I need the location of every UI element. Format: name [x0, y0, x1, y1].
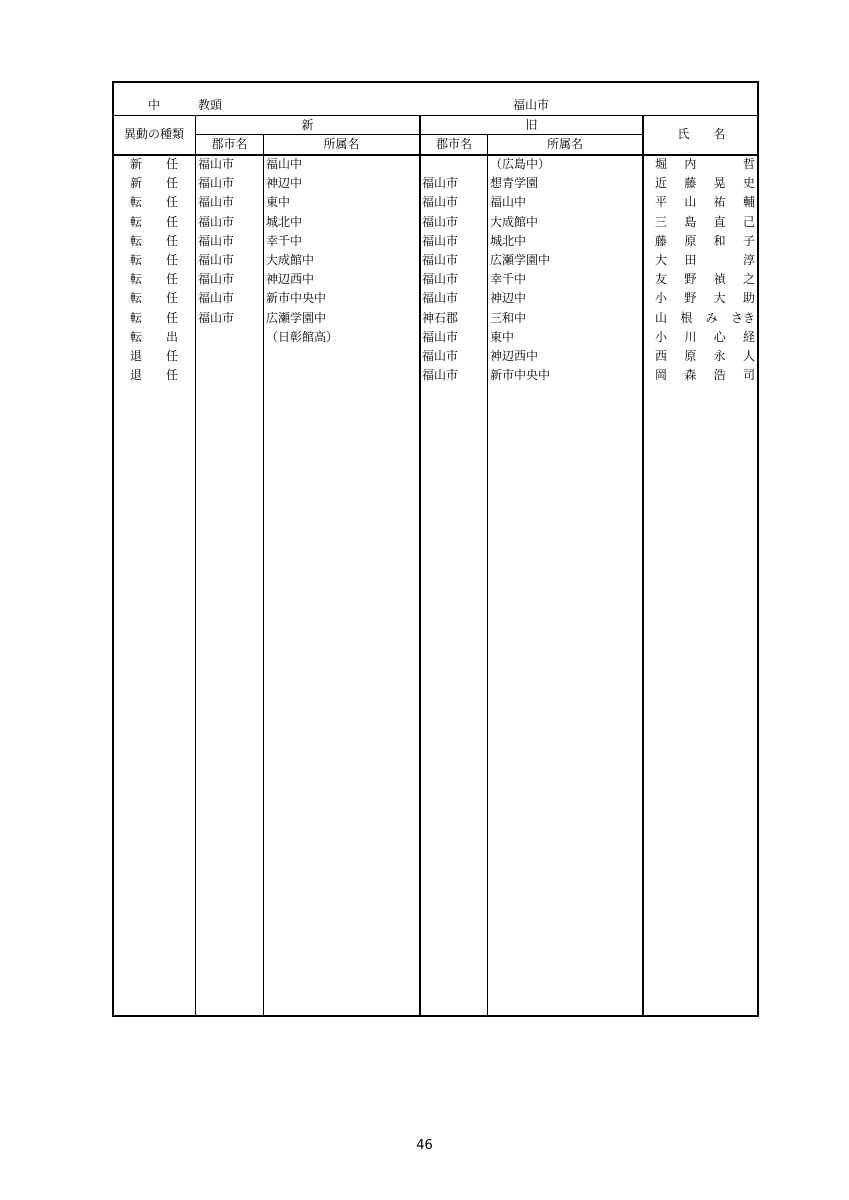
new-affiliation: 大成館中: [266, 253, 315, 267]
person-name-char: [714, 252, 726, 268]
person-name-char: 史: [742, 176, 755, 191]
person-name: [655, 290, 755, 306]
old-district: 福山市: [422, 253, 459, 267]
new-header: 新: [301, 118, 314, 132]
new-district: 福山市: [198, 253, 235, 267]
table-row: [0, 271, 849, 290]
transfer-kind: [130, 310, 178, 326]
person-name-char: 野: [684, 291, 697, 306]
person-name-char: 川: [684, 329, 697, 344]
transfer-kind-char: 転: [130, 310, 143, 325]
new-affiliation: （日彰館高）: [266, 329, 339, 344]
person-name-char: 原: [684, 349, 697, 363]
old-affiliation: 広瀬学園中: [490, 253, 551, 267]
new-district: 福山市: [198, 157, 235, 171]
transfer-kind: [130, 156, 178, 172]
new-affiliation: 広瀬学園中: [266, 310, 327, 325]
name-header: 氏 名: [677, 127, 726, 141]
person-name: [655, 348, 755, 364]
new-affiliation: 幸千中: [266, 233, 303, 248]
person-name-char: 森: [684, 368, 697, 383]
person-name-char: [714, 156, 726, 172]
table-row: [0, 156, 849, 175]
new-district: 福山市: [198, 233, 235, 248]
table-row: [0, 194, 849, 213]
person-name-char: 之: [742, 272, 755, 287]
transfer-kind-char: 転: [130, 329, 143, 344]
person-name: [655, 214, 755, 230]
kind-header: 異動の種類: [123, 127, 184, 141]
person-name-char: 和: [713, 233, 726, 248]
person-name-char: 子: [742, 233, 755, 248]
old-district: 福山市: [422, 349, 459, 363]
transfer-kind: [130, 367, 178, 383]
transfer-kind: [130, 271, 178, 287]
person-name-char: 己: [742, 214, 755, 229]
person-name-char: 晃: [713, 176, 726, 191]
school-level: 中: [148, 98, 161, 112]
table-row: [0, 310, 849, 329]
old-affiliation: 三和中: [490, 310, 527, 325]
transfer-kind-char: 任: [165, 233, 178, 248]
new-district-header: 郡市名: [211, 137, 248, 151]
header-divider: [112, 115, 759, 116]
new-affiliation: 福山中: [266, 157, 303, 171]
old-affiliation: （広島中）: [490, 157, 551, 171]
transfer-kind-char: 任: [165, 272, 178, 287]
new-district: 福山市: [198, 272, 235, 287]
person-name-char: 岡: [655, 368, 668, 383]
person-name-char: 司: [742, 368, 755, 383]
person-name-char: 輔: [742, 195, 755, 210]
person-name: [655, 271, 755, 287]
person-name-char: 根: [680, 310, 693, 325]
position-title: 教頭: [198, 98, 223, 112]
transfer-kind-char: 任: [165, 291, 178, 306]
table-row: [0, 367, 849, 386]
person-name-char: 三: [655, 214, 668, 229]
old-affiliation: 神辺中: [490, 291, 527, 306]
new-district: 福山市: [198, 291, 235, 306]
transfer-kind: [130, 233, 178, 249]
person-name-char: 近: [655, 176, 668, 191]
person-name: [655, 329, 755, 345]
old-affiliation: 幸千中: [490, 272, 527, 287]
person-name-char: 大: [655, 253, 668, 267]
old-district: 神石郡: [422, 310, 459, 325]
transfer-kind-char: 任: [165, 253, 178, 267]
person-name-char: 堀: [655, 157, 668, 171]
old-district: 福山市: [422, 368, 459, 383]
transfer-kind-char: 転: [130, 195, 143, 210]
person-name-char: 内: [684, 157, 697, 171]
person-name-char: 永: [713, 349, 726, 363]
old-affiliation: 想青学園: [490, 176, 539, 191]
old-affiliation: 新市中央中: [490, 368, 551, 383]
person-name-char: 直: [713, 214, 726, 229]
person-name-char: 山: [655, 310, 668, 325]
person-name-char: さき: [730, 310, 755, 325]
transfer-kind-char: 新: [130, 176, 143, 191]
transfer-kind-char: 任: [165, 310, 178, 325]
table-row: [0, 329, 849, 348]
person-name-char: 淳: [742, 253, 755, 267]
new-affiliation: 新市中央中: [266, 291, 327, 306]
new-affiliation: 東中: [266, 195, 291, 210]
transfer-kind-char: 転: [130, 233, 143, 248]
person-name-char: 藤: [655, 233, 668, 248]
person-name-char: 西: [655, 349, 668, 363]
person-name: [655, 367, 755, 383]
transfer-kind-char: 任: [165, 176, 178, 191]
transfer-kind: [130, 175, 178, 191]
old-affiliation: 大成館中: [490, 214, 539, 229]
person-name-char: 助: [742, 291, 755, 306]
transfer-kind-char: 任: [165, 157, 178, 171]
person-name-char: 小: [655, 291, 668, 306]
table-row: [0, 175, 849, 194]
transfer-kind-char: 転: [130, 253, 143, 267]
transfer-kind-char: 任: [165, 349, 178, 363]
person-name-char: 心: [713, 329, 726, 344]
old-affiliation: 東中: [490, 329, 515, 344]
person-name-char: 山: [684, 195, 697, 210]
transfer-kind-char: 新: [130, 157, 143, 171]
old-district: 福山市: [422, 291, 459, 306]
person-name-char: 野: [684, 272, 697, 287]
transfer-kind-char: 退: [130, 368, 143, 383]
new-district: 福山市: [198, 176, 235, 191]
old-header: 旧: [525, 118, 538, 132]
person-name: [655, 252, 755, 268]
transfer-kind-char: 転: [130, 214, 143, 229]
transfer-kind: [130, 329, 178, 345]
transfer-kind: [130, 252, 178, 268]
old-district: 福山市: [422, 214, 459, 229]
region-title: 福山市: [512, 98, 549, 112]
table-row: [0, 252, 849, 271]
person-name-char: 哲: [742, 157, 755, 171]
person-name-char: 藤: [684, 176, 697, 191]
old-district-header: 郡市名: [435, 137, 472, 151]
person-name: [655, 310, 755, 326]
old-district: 福山市: [422, 272, 459, 287]
old-district: 福山市: [422, 176, 459, 191]
old-affiliation-header: 所属名: [546, 137, 583, 151]
transfer-kind: [130, 214, 178, 230]
person-name-char: 浩: [713, 368, 726, 383]
person-name-char: 小: [655, 329, 668, 344]
person-name-char: 友: [655, 272, 668, 287]
person-name-char: 平: [655, 195, 668, 210]
old-district: 福山市: [422, 233, 459, 248]
person-name-char: 祐: [713, 195, 726, 210]
new-district: 福山市: [198, 214, 235, 229]
person-name-char: 田: [684, 253, 697, 267]
transfer-kind-char: 退: [130, 349, 143, 363]
table-row: [0, 233, 849, 252]
transfer-kind: [130, 290, 178, 306]
new-district: 福山市: [198, 310, 235, 325]
transfer-kind-char: 任: [165, 368, 178, 383]
new-affiliation: 神辺中: [266, 176, 303, 191]
person-name-char: み: [705, 310, 718, 325]
table-row: [0, 214, 849, 233]
old-affiliation: 城北中: [490, 233, 527, 248]
transfer-kind-char: 任: [165, 195, 178, 210]
transfer-kind: [130, 194, 178, 210]
new-district: 福山市: [198, 195, 235, 210]
person-name-char: 経: [742, 329, 755, 344]
person-name: [655, 194, 755, 210]
old-affiliation: 神辺西中: [490, 349, 539, 363]
person-name-char: 原: [684, 233, 697, 248]
person-name-char: 禎: [713, 272, 726, 287]
transfer-kind: [130, 348, 178, 364]
old-district: 福山市: [422, 195, 459, 210]
new-affiliation-header: 所属名: [323, 137, 360, 151]
old-affiliation: 福山中: [490, 195, 527, 210]
transfer-kind-char: 転: [130, 291, 143, 306]
new-affiliation: 神辺西中: [266, 272, 315, 287]
page-number: 46: [416, 1138, 433, 1153]
table-row: [0, 348, 849, 367]
person-name: [655, 175, 755, 191]
person-name: [655, 156, 755, 172]
person-name-char: 大: [713, 291, 726, 306]
person-name-char: 人: [742, 349, 755, 363]
transfer-kind-char: 出: [165, 329, 178, 344]
person-name-char: 島: [684, 214, 697, 229]
new-affiliation: 城北中: [266, 214, 303, 229]
transfer-kind-char: 転: [130, 272, 143, 287]
old-district: 福山市: [422, 329, 459, 344]
transfer-kind-char: 任: [165, 214, 178, 229]
table-row: [0, 290, 849, 309]
person-name: [655, 233, 755, 249]
